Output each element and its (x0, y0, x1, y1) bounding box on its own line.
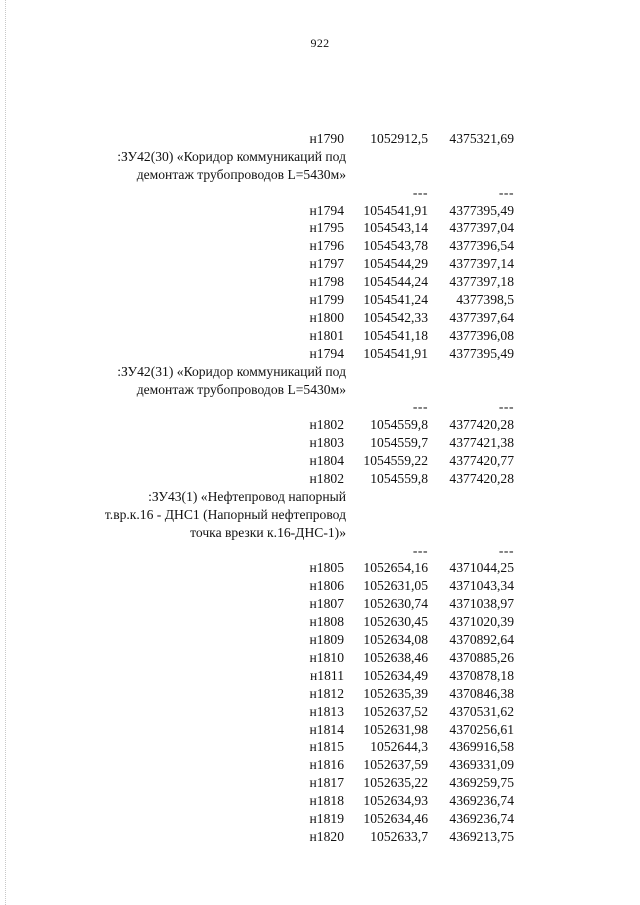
y-coordinate-cell: 4377420,77 (449, 453, 514, 469)
section-heading-line: т.вр.к.16 - ДНС1 (Напорный нефтепровод (104, 506, 346, 522)
table-row (0, 613, 640, 631)
section-heading-text (88, 363, 346, 399)
section-heading-line: :ЗУ42(31) «Коридор коммуникаций под (117, 363, 346, 379)
x-coordinate-cell: 1052631,05 (363, 578, 428, 594)
y-coordinate-cell: 4370892,64 (449, 632, 514, 648)
table-row (0, 452, 640, 470)
x-coordinate-cell: 1052634,93 (363, 793, 428, 809)
point-id-cell: н1796 (309, 238, 344, 254)
y-coordinate-cell: 4369236,74 (449, 793, 514, 809)
table-row (0, 810, 640, 828)
point-id-cell: н1811 (310, 667, 344, 683)
table-row (0, 345, 640, 363)
section-heading (0, 488, 640, 542)
point-id-cell: н1804 (309, 453, 344, 469)
point-id-cell: н1798 (309, 274, 344, 290)
section-heading-line: демонтаж трубопроводов L=5430м» (136, 166, 346, 182)
table-row (0, 184, 640, 202)
x-coordinate-cell: --- (412, 399, 428, 415)
table-row (0, 559, 640, 577)
table-row (0, 774, 640, 792)
point-id-cell: н1795 (309, 220, 344, 236)
point-id-cell: н1805 (309, 560, 344, 576)
y-coordinate-cell: 4370878,18 (449, 667, 514, 683)
x-coordinate-cell: 1052635,39 (363, 685, 428, 701)
table-row (0, 703, 640, 721)
point-id-cell: н1800 (309, 309, 344, 325)
y-coordinate-cell: 4369213,75 (449, 828, 514, 844)
x-coordinate-cell: 1054559,22 (363, 453, 428, 469)
point-id-cell: н1803 (309, 435, 344, 451)
x-coordinate-cell: 1052912,5 (370, 131, 428, 146)
y-coordinate-cell: 4369331,09 (449, 757, 514, 773)
x-coordinate-cell: 1052630,45 (363, 614, 428, 630)
table-row (0, 219, 640, 237)
point-id-cell: н1801 (309, 327, 344, 343)
table-row (0, 327, 640, 345)
point-id-cell: н1802 (309, 470, 344, 486)
point-id-cell: н1820 (309, 828, 344, 844)
point-id-cell: н1810 (309, 649, 344, 665)
point-id-cell: н1794 (309, 345, 344, 361)
table-row (0, 649, 640, 667)
y-coordinate-cell: 4369259,75 (449, 775, 514, 791)
table-row (0, 595, 640, 613)
x-coordinate-cell: 1052654,16 (363, 560, 428, 576)
x-coordinate-cell: 1052634,49 (363, 667, 428, 683)
y-coordinate-cell: 4377397,18 (449, 274, 514, 290)
y-coordinate-cell: 4377396,54 (449, 238, 514, 254)
table-row (0, 202, 640, 220)
section-heading-line: демонтаж трубопроводов L=5430м» (136, 381, 346, 397)
x-coordinate-cell: 1052634,08 (363, 632, 428, 648)
y-coordinate-cell: --- (498, 399, 514, 415)
y-coordinate-cell: 4369236,74 (449, 810, 514, 826)
x-coordinate-cell: 1054541,91 (363, 202, 428, 218)
table-row (0, 273, 640, 291)
y-coordinate-cell: 4371020,39 (449, 614, 514, 630)
point-id-cell: н1814 (309, 721, 344, 737)
table-row (0, 542, 640, 560)
x-coordinate-cell: 1052637,59 (363, 757, 428, 773)
x-coordinate-cell: 1052631,98 (363, 721, 428, 737)
y-coordinate-cell: 4370531,62 (449, 703, 514, 719)
y-coordinate-cell: 4369916,58 (449, 739, 514, 755)
x-coordinate-cell: 1052638,46 (363, 649, 428, 665)
point-id-cell: н1816 (309, 757, 344, 773)
y-coordinate-cell: --- (498, 184, 514, 200)
table-row (0, 309, 640, 327)
x-coordinate-cell: 1052630,74 (363, 596, 428, 612)
y-coordinate-cell: 4371044,25 (449, 560, 514, 576)
point-id-cell: н1813 (309, 703, 344, 719)
x-coordinate-cell: 1054559,8 (370, 417, 428, 433)
table-row (0, 470, 640, 488)
x-coordinate-cell: 1052637,52 (363, 703, 428, 719)
x-coordinate-cell: 1052633,7 (370, 828, 428, 844)
point-id-cell: н1807 (309, 596, 344, 612)
table-row (0, 130, 640, 148)
table-row (0, 721, 640, 739)
section-heading (0, 148, 640, 184)
point-id-cell: н1819 (309, 810, 344, 826)
y-coordinate-cell: --- (498, 542, 514, 558)
x-coordinate-cell: 1054543,14 (363, 220, 428, 236)
table-row (0, 738, 640, 756)
point-id-cell: н1806 (309, 578, 344, 594)
table-row (0, 237, 640, 255)
x-coordinate-cell: 1054559,7 (370, 435, 428, 451)
point-id-cell: н1817 (309, 775, 344, 791)
coordinate-table (0, 130, 640, 846)
table-row (0, 756, 640, 774)
x-coordinate-cell: 1054544,29 (363, 256, 428, 272)
section-heading (0, 363, 640, 399)
table-row (0, 667, 640, 685)
table-row (0, 792, 640, 810)
y-coordinate-cell: 4370885,26 (449, 649, 514, 665)
point-id-cell: н1808 (309, 614, 344, 630)
section-heading-line: :ЗУ43(1) «Нефтепровод напорный (148, 488, 346, 504)
x-coordinate-cell: 1054541,24 (363, 292, 428, 308)
point-id-cell: н1818 (309, 793, 344, 809)
table-row (0, 631, 640, 649)
y-coordinate-cell: 4377421,38 (449, 435, 514, 451)
section-heading-text (88, 148, 346, 184)
table-row (0, 255, 640, 273)
y-coordinate-cell: 4371043,34 (449, 578, 514, 594)
point-id-cell: н1815 (309, 739, 344, 755)
section-heading-text (88, 488, 346, 542)
y-coordinate-cell: 4371038,97 (449, 596, 514, 612)
y-coordinate-cell: 4370256,61 (449, 721, 514, 737)
y-coordinate-cell: 4377397,14 (449, 256, 514, 272)
page-number: 922 (310, 36, 330, 50)
y-coordinate-cell: 4377397,64 (449, 309, 514, 325)
table-row (0, 577, 640, 595)
point-id-cell: н1799 (309, 292, 344, 308)
x-coordinate-cell: 1054542,33 (363, 309, 428, 325)
x-coordinate-cell: 1054544,24 (363, 274, 428, 290)
table-row (0, 291, 640, 309)
y-coordinate-cell: 4375321,69 (449, 131, 514, 146)
y-coordinate-cell: 4377420,28 (449, 417, 514, 433)
x-coordinate-cell: 1054541,18 (363, 327, 428, 343)
x-coordinate-cell: --- (412, 542, 428, 558)
x-coordinate-cell: 1054543,78 (363, 238, 428, 254)
table-row (0, 416, 640, 434)
x-coordinate-cell: 1054541,91 (363, 345, 428, 361)
table-row (0, 685, 640, 703)
point-id-cell: н1794 (309, 202, 344, 218)
table-row (0, 828, 640, 846)
table-row (0, 398, 640, 416)
section-heading-line: :ЗУ42(30) «Коридор коммуникаций под (117, 148, 346, 164)
x-coordinate-cell: --- (412, 184, 428, 200)
table-row (0, 434, 640, 452)
section-heading-line: точка врезки к.16-ДНС-1)» (190, 524, 346, 540)
point-id-cell: н1809 (309, 632, 344, 648)
x-coordinate-cell: 1052634,46 (363, 810, 428, 826)
y-coordinate-cell: 4377398,5 (456, 292, 514, 308)
y-coordinate-cell: 4377396,08 (449, 327, 514, 343)
y-coordinate-cell: 4377395,49 (449, 345, 514, 361)
point-id-cell: н1812 (309, 685, 344, 701)
point-id-cell: н1797 (309, 256, 344, 272)
x-coordinate-cell: 1054559,8 (370, 470, 428, 486)
point-id-cell: н1802 (309, 417, 344, 433)
x-coordinate-cell: 1052635,22 (363, 775, 428, 791)
x-coordinate-cell: 1052644,3 (370, 739, 428, 755)
y-coordinate-cell: 4377420,28 (449, 470, 514, 486)
y-coordinate-cell: 4377397,04 (449, 220, 514, 236)
y-coordinate-cell: 4377395,49 (449, 202, 514, 218)
y-coordinate-cell: 4370846,38 (449, 685, 514, 701)
point-id-cell: н1790 (309, 131, 344, 146)
